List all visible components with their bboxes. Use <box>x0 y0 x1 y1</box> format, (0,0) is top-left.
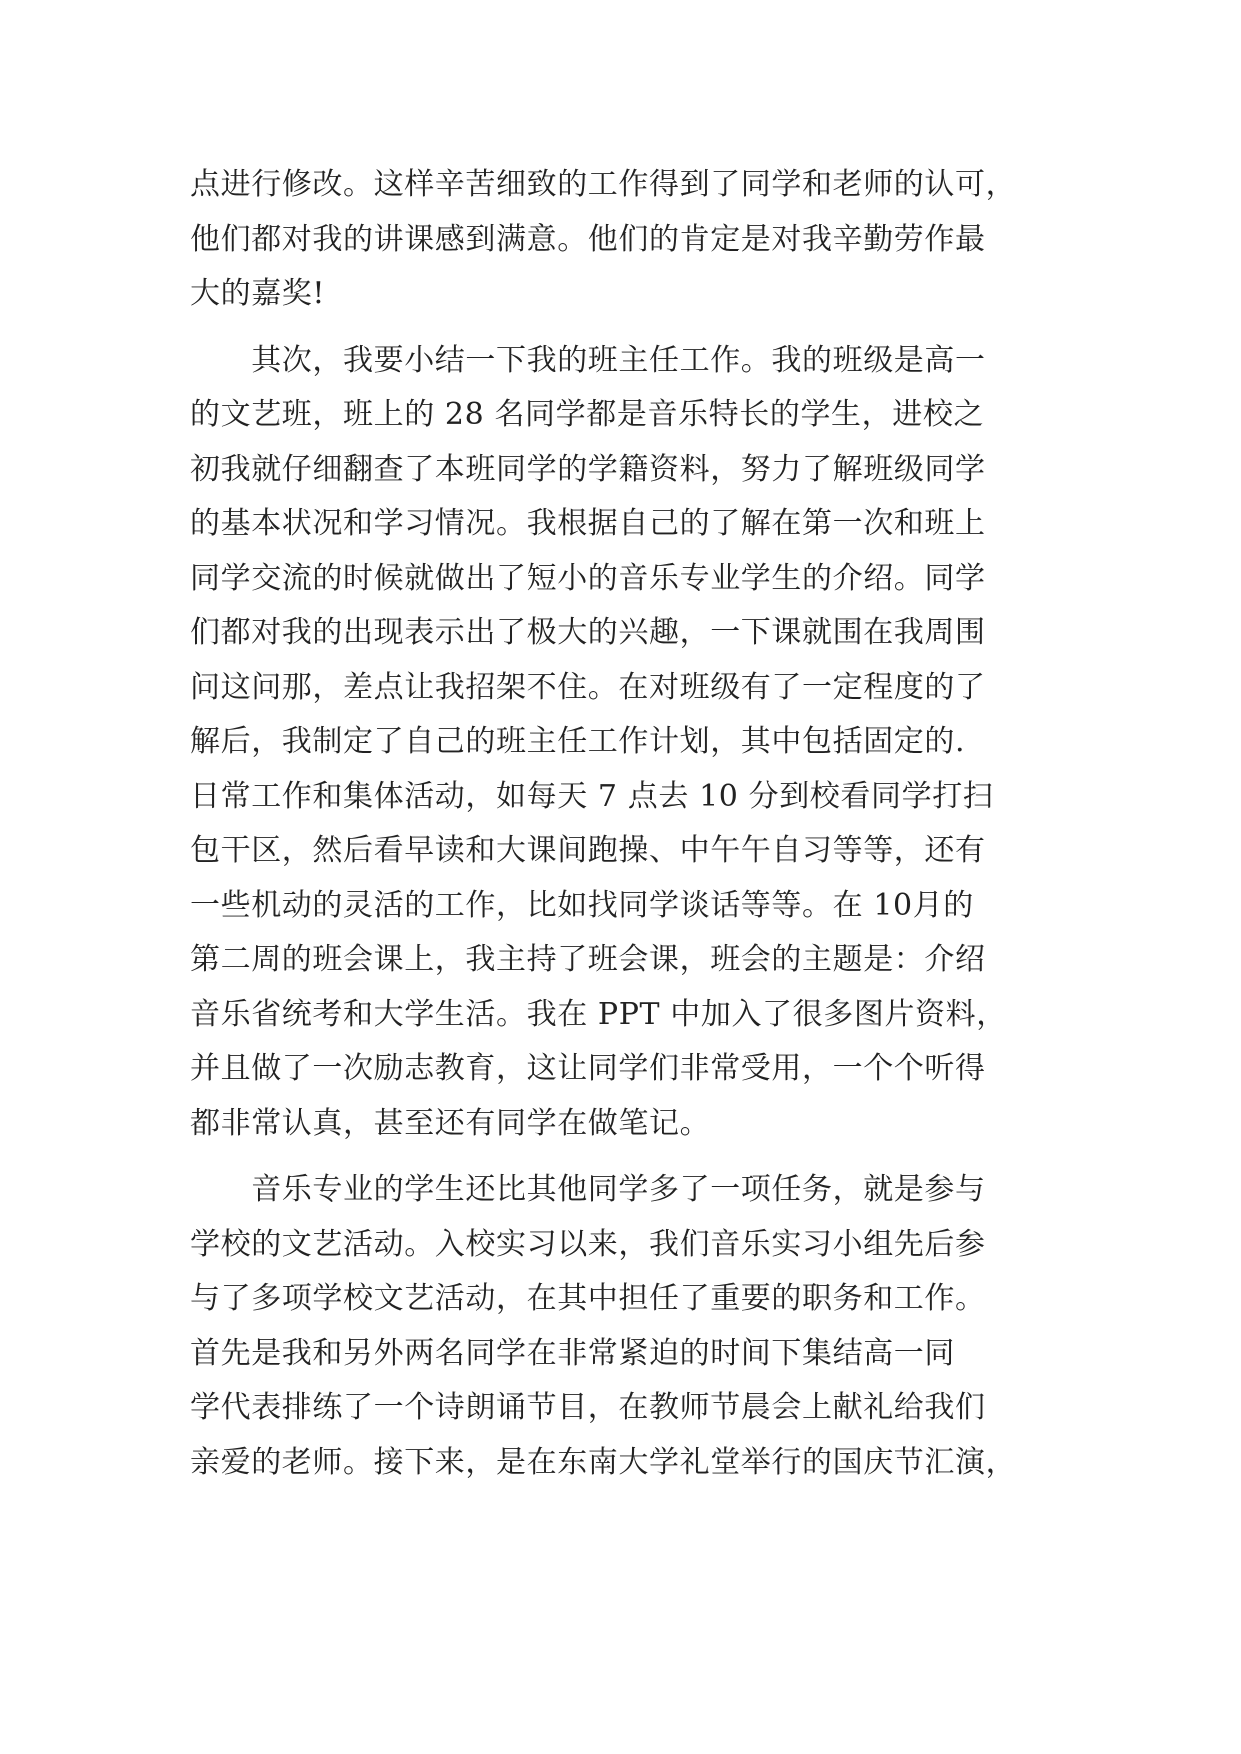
text-line: 音乐专业的学生还比其他同学多了一项任务，就是参与 <box>190 1172 986 1207</box>
text-line: 包干区，然后看早读和大课间跑操、中午午自习等等，还有 <box>190 833 986 868</box>
paragraph <box>190 158 1070 322</box>
text-line: 点进行修改。这样辛苦细致的工作得到了同学和老师的认可， <box>190 167 1017 202</box>
text-line: 第二周的班会课上，我主持了班会课，班会的主题是：介绍 <box>190 942 986 977</box>
paragraph-spacer <box>190 322 1070 334</box>
text-line: 大的嘉奖! <box>190 276 326 311</box>
text-line: 都非常认真，甚至还有同学在做笔记。 <box>190 1105 711 1141</box>
text-line: 其次，我要小结一下我的班主任工作。我的班级是高一 <box>190 342 986 378</box>
text-line: 首先是我和另外两名同学在非常紧迫的时间下集结高一同 <box>190 1335 955 1371</box>
text-line: 们都对我的出现表示出了极大的兴趣，一下课就围在我周围 <box>190 615 986 650</box>
paragraph-spacer <box>190 1151 1070 1163</box>
body-text <box>190 158 1070 1490</box>
text-line: 一些机动的灵活的工作，比如找同学谈话等等。在 10月的 <box>190 887 974 923</box>
paragraph <box>190 1163 1070 1490</box>
text-line: 同学交流的时候就做出了短小的音乐专业学生的介绍。同学 <box>190 560 986 596</box>
text-line: 学校的文艺活动。入校实习以来，我们音乐实习小组先后参 <box>190 1226 986 1262</box>
text-line: 音乐省统考和大学生活。我在 PPT 中加入了很多图片资料， <box>190 996 1007 1032</box>
text-line: 的基本状况和学习情况。我根据自己的了解在第一次和班上 <box>190 506 986 541</box>
text-line: 的文艺班，班上的 28 名同学都是音乐特长的学生，进校之 <box>190 397 985 432</box>
text-line: 学代表排练了一个诗朗诵节目，在教师节晨会上献礼给我们 <box>190 1390 986 1425</box>
text-line: 问这问那，差点让我招架不住。在对班级有了一定程度的了 <box>190 669 986 705</box>
text-line: 与了多项学校文艺活动，在其中担任了重要的职务和工作。 <box>190 1281 986 1316</box>
text-line: 日常工作和集体活动，如每天 7 点去 10 分到校看同学打扫 <box>190 778 994 814</box>
text-line: 他们都对我的讲课感到满意。他们的肯定是对我辛勤劳作最 <box>190 221 986 257</box>
paragraph <box>190 334 1070 1152</box>
text-line: 解后，我制定了自己的班主任工作计划，其中包括固定的. <box>190 724 966 759</box>
text-line: 亲爱的老师。接下来，是在东南大学礼堂举行的国庆节汇演， <box>190 1444 1017 1480</box>
text-line: 初我就仔细翻查了本班同学的学籍资料，努力了解班级同学 <box>190 451 986 487</box>
text-line: 并且做了一次励志教育，这让同学们非常受用，一个个听得 <box>190 1051 986 1086</box>
